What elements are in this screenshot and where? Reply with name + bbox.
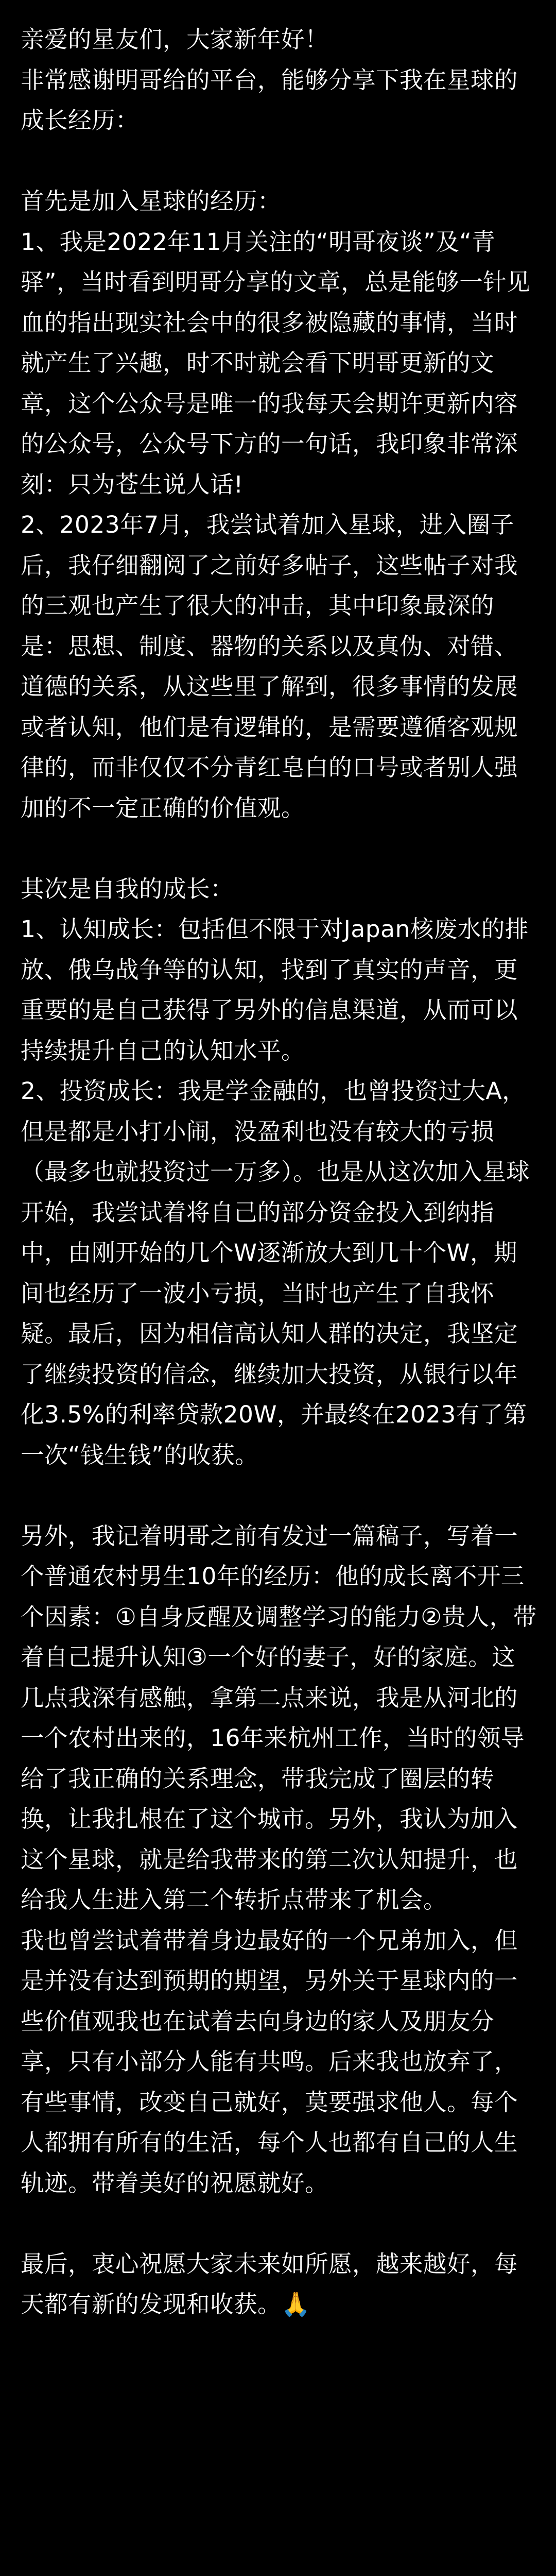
blank-line (21, 1476, 537, 1516)
blank-line (21, 2204, 537, 2244)
additional-paragraph: 另外，我记着明哥之前有发过一篇稿子，写着一个普通农村男生10年的经历：他的成长离不开三个因素：①自身反醒及调整学习的能力②贵人，带着自己提升认知③一个好的妻子，好的家庭。这几点我深有感触，拿第二点来说，我是从河北的一个农村出来的，16年来杭州工作，当时的领导给了我正确的关系理念，带我完成了圈层的转换，让我扎根在了这个城市。另外，我认为加入这个星球，就是给我带来的第二次认知提升，也给我人生进入第二个转折点带来了机会。 (21, 1522, 537, 1913)
joining-point-2: 2、2023年7月，我尝试着加入星球，进入圈子后，我仔细翻阅了之前好多帖子，这些帖子对我的三观也产生了很大的冲击，其中印象最深的是：思想、制度、器物的关系以及真伪、对错、道德的关系，从这些里了解到，很多事情的发展或者认知，他们是有逻辑的，是需要遵循客观规律的，而非仅仅不分青红皂白的口号或者别人强加的不一定正确的价值观。 (21, 511, 518, 822)
sharing-paragraph: 我也曾尝试着带着身边最好的一个兄弟加入，但是并没有达到预期的期望，另外关于星球内的一些价值观我也在试着去向身边的家人及朋友分享，只有小部分人能有共鸣。后来我也放弃了，有些事情，改变自己就好，莫要强求他人。每个人都拥有所有的生活，每个人也都有自己的人生轨迹。带着美好的祝愿就好。 (21, 1926, 518, 2197)
joining-point-1: 1、我是2022年11月关注的“明哥夜谈”及“青驿”，当时看到明哥分享的文章，总是能够一针见血的指出现实社会中的很多被隐藏的事情，当时就产生了兴趣，时不时就会看下明哥更新的文章，这个公众号是唯一的我每天会期许更新内容的公众号，公众号下方的一句话，我印象非常深刻：只为苍生说人话! (21, 228, 531, 498)
intro-paragraph: 非常感谢明哥给的平台，能够分享下我在星球的成长经历： (21, 66, 518, 134)
growth-point-investment: 2、投资成长：我是学金融的，也曾投资过大A，但是都是小打小闹，没盈利也没有较大的亏损（最多也就投资过一万多）。也是从这次加入星球开始，我尝试着将自己的部分资金投入到纳指中，由刚开始的几个W逐渐放大到几十个W，期间也经历了一波小亏损，当时也产生了自我怀疑。最后，因为相信高认知人群的决定，我坚定了继续投资的信念，继续加大投资，从银行以年化3.5%的利率贷款20W，并最终在2023有了第一次“钱生钱”的收获。 (21, 1077, 530, 1469)
section-heading-joining: 首先是加入星球的经历： (21, 188, 282, 215)
blank-line (21, 141, 537, 182)
greeting-paragraph: 亲爱的星友们，大家新年好！ (21, 26, 329, 53)
post-body (21, 20, 537, 2325)
growth-point-cognition: 1、认知成长：包括但不限于对Japan核废水的排放、俄乌战争等的认知，找到了真实的声音，更重要的是自己获得了另外的信息渠道，从而可以持续提升自己的认知水平。 (21, 916, 529, 1064)
closing-paragraph: 最后，衷心祝愿大家未来如所愿，越来越好，每天都有新的发现和收获。🙏 (21, 2250, 518, 2318)
section-heading-growth: 其次是自我的成长： (21, 875, 234, 903)
blank-line (21, 828, 537, 869)
